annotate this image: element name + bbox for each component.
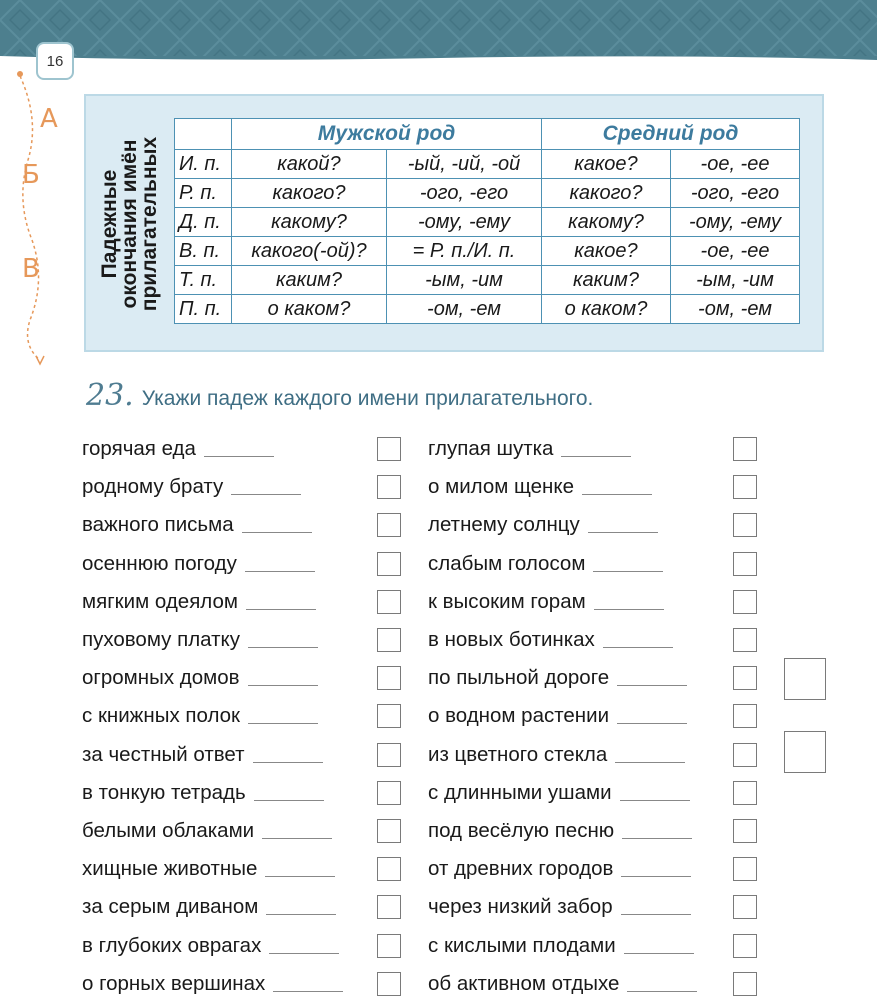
exercise-item <box>82 472 301 502</box>
case-checkbox[interactable] <box>733 934 757 958</box>
answer-line[interactable] <box>253 761 323 763</box>
answer-line[interactable] <box>204 455 274 457</box>
letter-v: В <box>22 254 40 284</box>
exercise-item <box>82 663 318 693</box>
neut-ending-cell: -ым, -им <box>671 266 800 295</box>
case-checkbox[interactable] <box>377 743 401 767</box>
exercise-item <box>428 892 691 922</box>
case-checkbox[interactable] <box>377 475 401 499</box>
exercise-phrase: с книжных полок <box>82 704 241 727</box>
table-row <box>175 295 800 324</box>
case-checkbox[interactable] <box>733 972 757 996</box>
letter-a: А <box>40 104 58 134</box>
exercise-phrase: за серым диваном <box>82 895 259 918</box>
letter-b: Б <box>22 160 40 190</box>
exercise-phrase: осеннюю погоду <box>82 552 237 575</box>
exercise-phrase: белыми облаками <box>82 819 255 842</box>
case-checkbox[interactable] <box>733 857 757 881</box>
exercise-phrase: в новых ботинках <box>428 628 595 651</box>
masc-ending-cell: -ого, -его <box>387 179 542 208</box>
exercise-item <box>82 892 336 922</box>
side-label-line2: окончания имён <box>118 139 141 309</box>
neut-question-cell: каким? <box>542 266 671 295</box>
table-row <box>175 208 800 237</box>
header-masculine: Мужской род <box>232 119 542 150</box>
exercise-item <box>82 778 324 808</box>
case-checkbox[interactable] <box>377 704 401 728</box>
answer-line[interactable] <box>269 952 339 954</box>
case-checkbox[interactable] <box>377 934 401 958</box>
answer-line[interactable] <box>248 722 318 724</box>
answer-line[interactable] <box>254 799 324 801</box>
answer-line[interactable] <box>617 684 687 686</box>
case-cell: Т. п. <box>175 266 232 295</box>
exercise-item <box>428 663 687 693</box>
table-side-label <box>98 110 162 338</box>
case-checkbox[interactable] <box>377 513 401 537</box>
case-checkbox[interactable] <box>377 552 401 576</box>
neut-ending-cell: -ое, -ее <box>671 150 800 179</box>
case-checkbox[interactable] <box>377 819 401 843</box>
answer-line[interactable] <box>561 455 631 457</box>
masc-ending-cell: -ый, -ий, -ой <box>387 150 542 179</box>
answer-line[interactable] <box>248 684 318 686</box>
masc-question-cell: каким? <box>232 266 387 295</box>
exercise-item <box>82 510 312 540</box>
masc-question-cell: какого(-ой)? <box>232 237 387 266</box>
exercise-item <box>428 434 631 464</box>
case-checkbox[interactable] <box>733 819 757 843</box>
neut-question-cell: какое? <box>542 150 671 179</box>
neut-question-cell: какое? <box>542 237 671 266</box>
case-checkbox[interactable] <box>733 437 757 461</box>
task-number: 23. <box>86 378 134 413</box>
masc-ending-cell: -ым, -им <box>387 266 542 295</box>
answer-line[interactable] <box>588 531 658 533</box>
table-row <box>175 150 800 179</box>
exercise-phrase: с кислыми плодами <box>428 934 616 957</box>
exercise-phrase: о водном растении <box>428 704 610 727</box>
exercise-item <box>82 740 323 770</box>
table-row <box>175 266 800 295</box>
answer-line[interactable] <box>622 837 692 839</box>
exercise-phrase: в тонкую тетрадь <box>82 781 246 804</box>
exercise-phrase: родному брату <box>82 475 224 498</box>
neut-ending-cell: -ому, -ему <box>671 208 800 237</box>
exercise-phrase: пуховому платку <box>82 628 240 651</box>
case-checkbox[interactable] <box>733 590 757 614</box>
case-checkbox[interactable] <box>733 475 757 499</box>
neut-ending-cell: -ое, -ее <box>671 237 800 266</box>
masc-ending-cell: = Р. п./И. п. <box>387 237 542 266</box>
exercise-phrase: слабым голосом <box>428 552 586 575</box>
exercise-item <box>82 625 318 655</box>
exercise-phrase: глупая шутка <box>428 437 554 460</box>
exercise-item <box>82 931 339 961</box>
masc-question-cell: какому? <box>232 208 387 237</box>
case-checkbox[interactable] <box>733 895 757 919</box>
exercise-item <box>82 587 316 617</box>
exercise-phrase: горячая еда <box>82 437 196 460</box>
answer-line[interactable] <box>624 952 694 954</box>
masc-ending-cell: -ому, -ему <box>387 208 542 237</box>
exercise-phrase: за честный ответ <box>82 743 245 766</box>
table-header-row <box>175 119 800 150</box>
exercise-item <box>428 587 664 617</box>
case-checkbox[interactable] <box>733 743 757 767</box>
answer-line[interactable] <box>266 913 336 915</box>
exercise-phrase: в глубоких оврагах <box>82 934 262 957</box>
case-checkbox[interactable] <box>377 972 401 996</box>
exercise-phrase: мягким одеялом <box>82 590 238 613</box>
exercise-phrase: к высоким горам <box>428 590 586 613</box>
case-checkbox[interactable] <box>733 781 757 805</box>
exercise-item <box>428 969 697 999</box>
exercise-phrase: по пыльной дороге <box>428 666 610 689</box>
header-band <box>0 0 877 62</box>
case-checkbox[interactable] <box>377 895 401 919</box>
exercise-item <box>428 625 673 655</box>
answer-line[interactable] <box>245 570 315 572</box>
case-checkbox[interactable] <box>377 590 401 614</box>
side-label-line3: прилагательных <box>138 136 161 312</box>
answer-line[interactable] <box>603 646 673 648</box>
masc-question-cell: о каком? <box>232 295 387 324</box>
exercise-phrase: о милом щенке <box>428 475 574 498</box>
answer-line[interactable] <box>246 608 316 610</box>
case-checkbox[interactable] <box>733 666 757 690</box>
task-text: Укажи падеж каждого имени прилагательного. <box>141 387 594 410</box>
case-cell: И. п. <box>175 150 232 179</box>
neut-ending-cell: -ом, -ем <box>671 295 800 324</box>
answer-line[interactable] <box>593 570 663 572</box>
answer-line[interactable] <box>594 608 664 610</box>
header-pattern <box>0 0 877 62</box>
answer-line[interactable] <box>265 875 335 877</box>
page-number: 16 <box>36 42 74 80</box>
answer-line[interactable] <box>617 722 687 724</box>
exercise-phrase: под весёлую песню <box>428 819 615 842</box>
side-label-line1: Падежные <box>98 169 121 279</box>
exercise-item <box>428 472 652 502</box>
case-checkbox[interactable] <box>377 628 401 652</box>
exercise-phrase: с длинными ушами <box>428 781 612 804</box>
answer-line[interactable] <box>621 875 691 877</box>
answer-line[interactable] <box>621 913 691 915</box>
answer-line[interactable] <box>262 837 332 839</box>
exercise-item <box>428 549 663 579</box>
endings-table <box>174 118 800 324</box>
masc-question-cell: какой? <box>232 150 387 179</box>
exercise-phrase: хищные животные <box>82 857 258 880</box>
case-cell: Р. п. <box>175 179 232 208</box>
answer-line[interactable] <box>615 761 685 763</box>
case-cell: В. п. <box>175 237 232 266</box>
exercise-phrase: летнему солнцу <box>428 513 580 536</box>
answer-box[interactable] <box>784 731 826 773</box>
case-checkbox[interactable] <box>377 857 401 881</box>
neut-question-cell: какому? <box>542 208 671 237</box>
exercise-item <box>428 931 694 961</box>
case-checkbox[interactable] <box>377 666 401 690</box>
exercise-item <box>428 510 658 540</box>
case-cell: Д. п. <box>175 208 232 237</box>
neut-ending-cell: -ого, -его <box>671 179 800 208</box>
exercise-item <box>82 701 318 731</box>
case-checkbox[interactable] <box>733 552 757 576</box>
exercise-item <box>82 854 335 884</box>
exercise-phrase: огромных домов <box>82 666 240 689</box>
masc-question-cell: какого? <box>232 179 387 208</box>
case-checkbox[interactable] <box>733 513 757 537</box>
exercise-phrase: через низкий забор <box>428 895 613 918</box>
answer-box[interactable] <box>784 658 826 700</box>
masc-ending-cell: -ом, -ем <box>387 295 542 324</box>
table-corner-cell <box>175 119 232 150</box>
exercise-item <box>82 969 343 999</box>
exercise-item <box>82 816 332 846</box>
exercise-item <box>82 434 274 464</box>
exercise-phrase: об активном отдыхе <box>428 972 620 995</box>
header-neuter: Средний род <box>542 119 800 150</box>
task-heading <box>86 378 593 413</box>
table-row <box>175 179 800 208</box>
case-checkbox[interactable] <box>377 781 401 805</box>
case-checkbox[interactable] <box>733 704 757 728</box>
exercise-phrase: о горных вершинах <box>82 972 266 995</box>
exercise-item <box>82 549 315 579</box>
exercise-item <box>428 740 685 770</box>
case-cell: П. п. <box>175 295 232 324</box>
exercise-phrase: из цветного стекла <box>428 743 608 766</box>
table-row <box>175 237 800 266</box>
answer-line[interactable] <box>627 990 697 992</box>
exercise-item <box>428 854 691 884</box>
answer-line[interactable] <box>273 990 343 992</box>
neut-question-cell: о каком? <box>542 295 671 324</box>
exercise-item <box>428 778 690 808</box>
exercise-phrase: от древних городов <box>428 857 614 880</box>
answer-line[interactable] <box>231 493 301 495</box>
answer-line[interactable] <box>582 493 652 495</box>
exercise-item <box>428 701 687 731</box>
answer-line[interactable] <box>248 646 318 648</box>
exercise-phrase: важного письма <box>82 513 234 536</box>
answer-line[interactable] <box>242 531 312 533</box>
exercise-item <box>428 816 692 846</box>
neut-question-cell: какого? <box>542 179 671 208</box>
case-checkbox[interactable] <box>733 628 757 652</box>
answer-line[interactable] <box>620 799 690 801</box>
case-checkbox[interactable] <box>377 437 401 461</box>
